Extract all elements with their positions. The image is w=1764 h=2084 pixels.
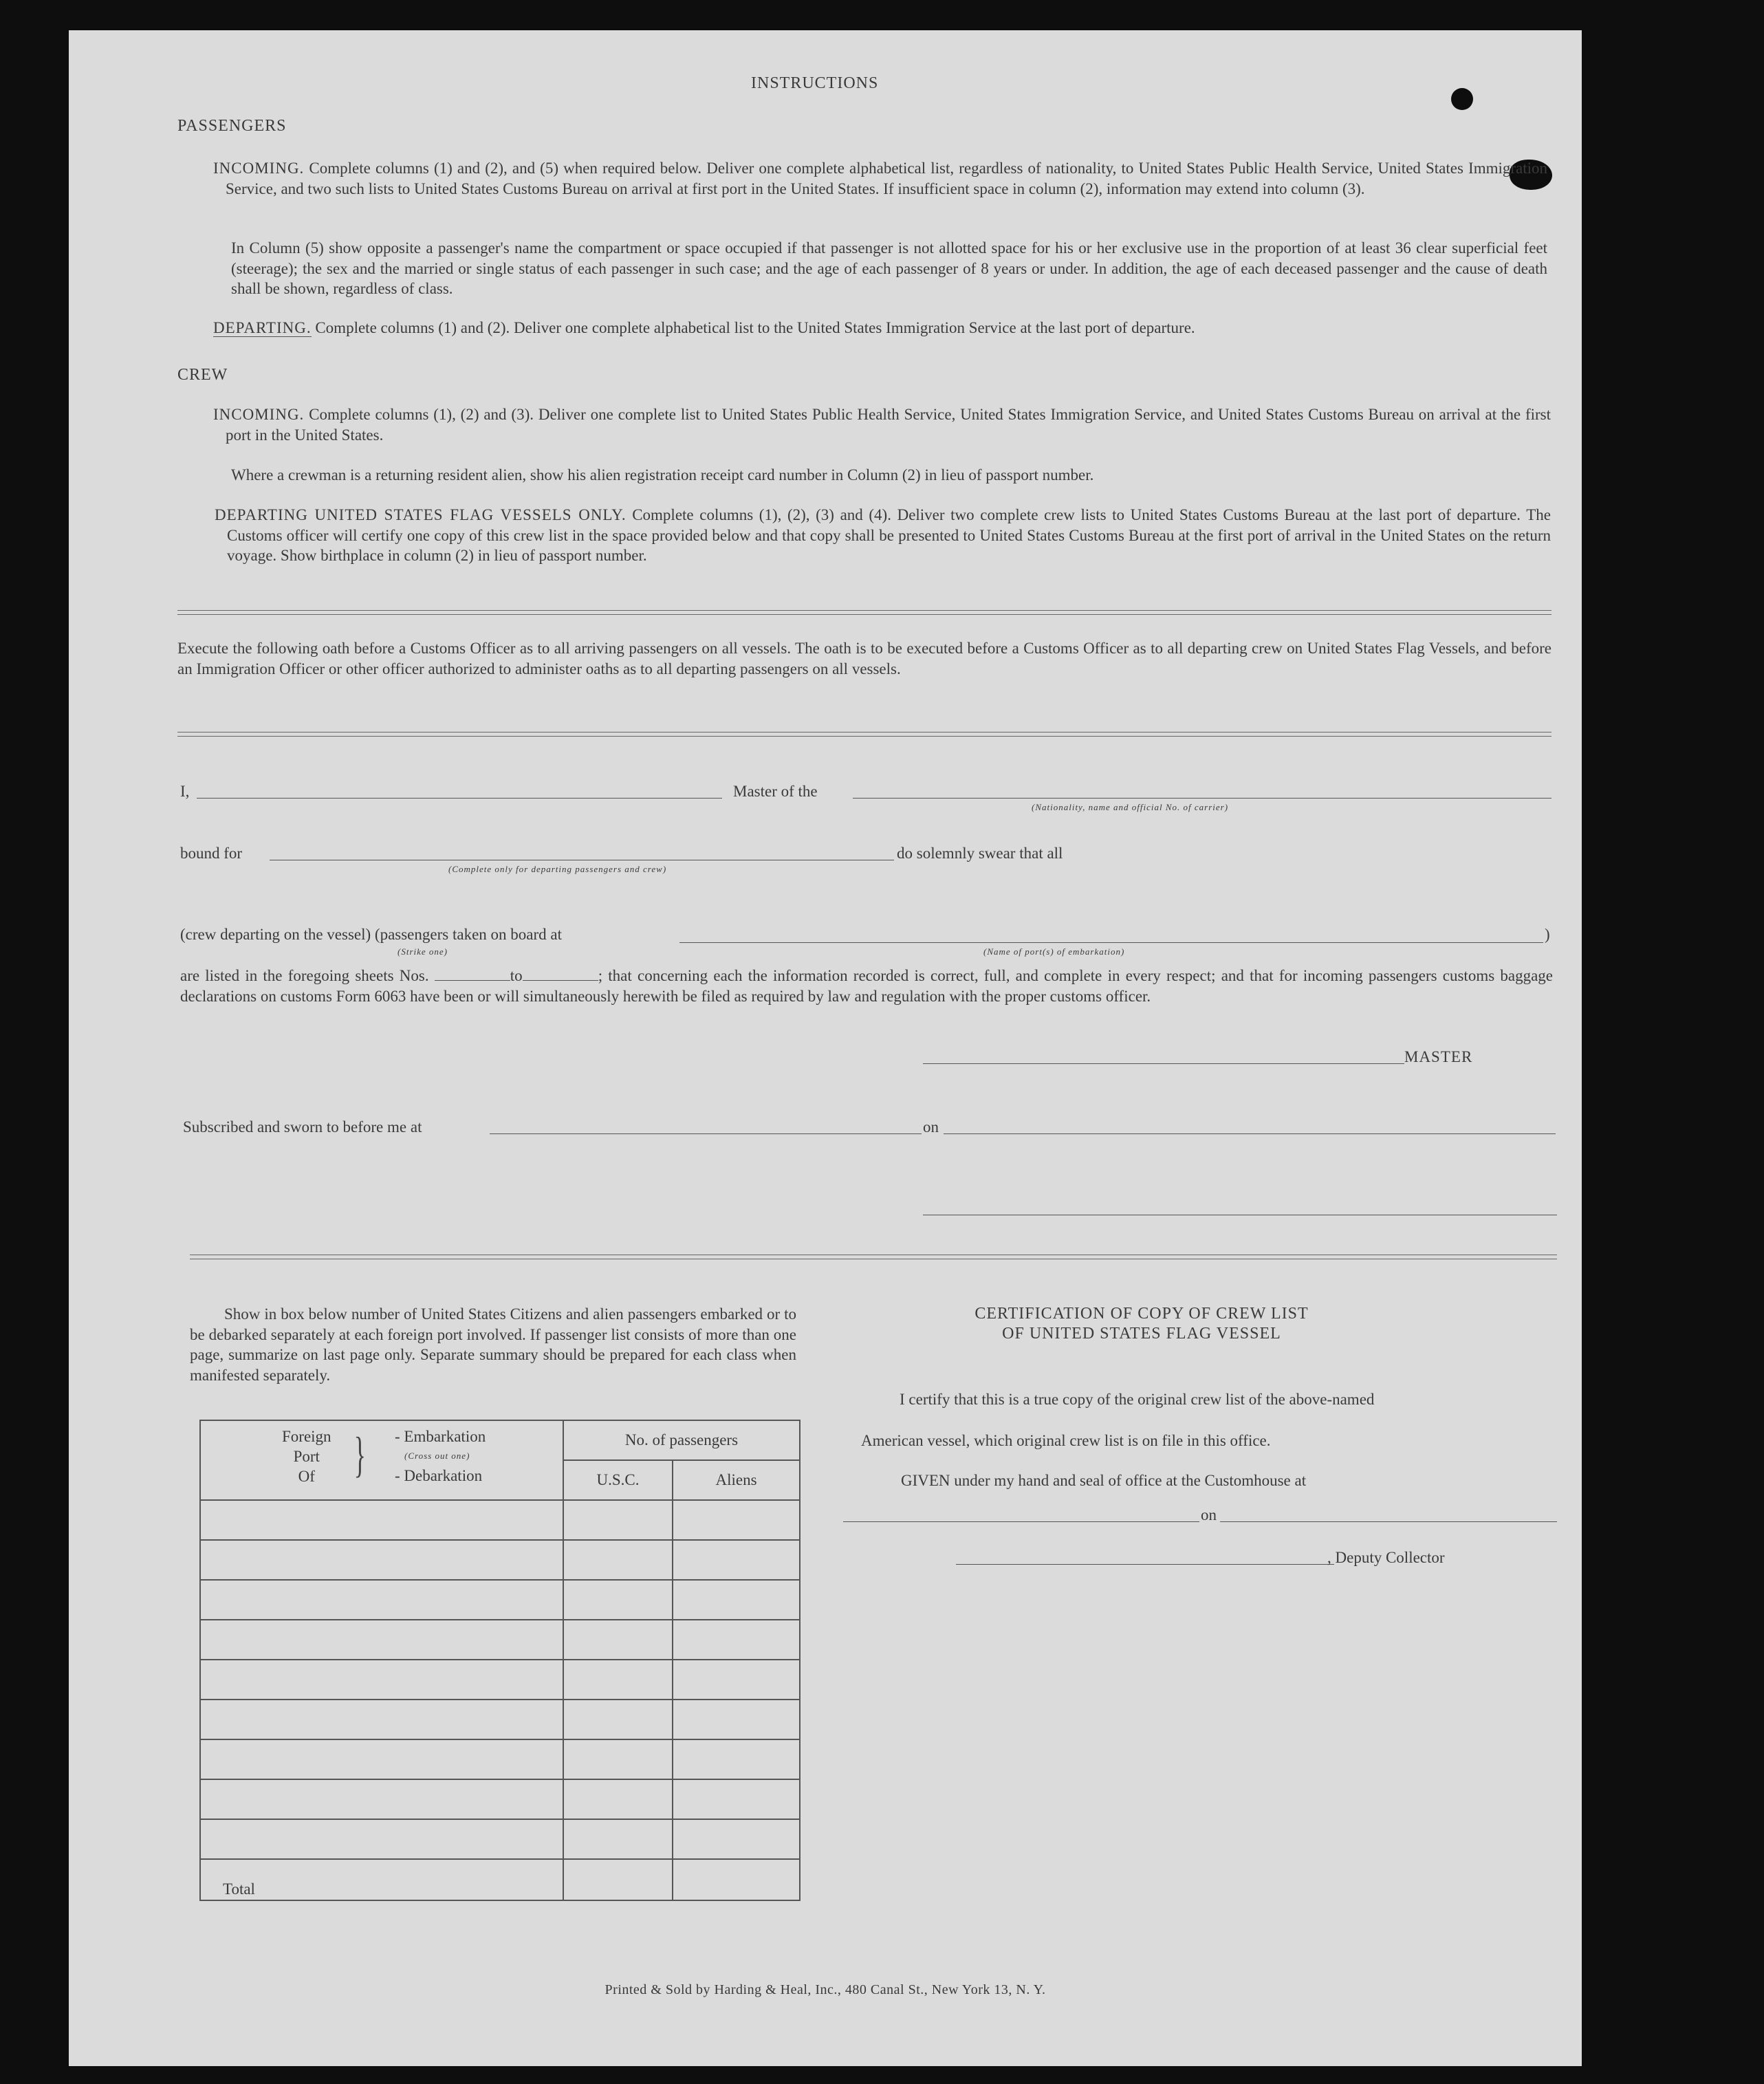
table-row xyxy=(200,1700,800,1739)
port-cell[interactable] xyxy=(200,1620,563,1660)
usc-total-cell[interactable] xyxy=(563,1859,673,1900)
port-cell[interactable] xyxy=(200,1819,563,1859)
port-cell[interactable] xyxy=(200,1580,563,1620)
passengers-incoming-paragraph xyxy=(213,158,1547,199)
crew-departing-text: Complete columns (1), (2), (3) and (4). Deliver two complete crew lists to United States Customs Bureau at the last port of departure. The Customs officer will certify one copy of this crew list in the space provided below and that copy shall be presented to United States Customs Bureau at the first port of arrival in the United States on the return voyage. Show birthplace in column (2) in lieu of passport number. xyxy=(227,506,1551,564)
certification-title-line1: CERTIFICATION OF COPY OF CREW LIST xyxy=(974,1305,1309,1323)
aliens-cell[interactable] xyxy=(673,1739,800,1779)
master-label: MASTER xyxy=(1404,1048,1473,1065)
subscribed-place-field[interactable] xyxy=(490,1133,922,1134)
punch-hole-top xyxy=(1451,88,1473,110)
usc-cell[interactable] xyxy=(563,1779,673,1819)
total-row xyxy=(200,1859,800,1900)
passengers-column5-paragraph: In Column (5) show opposite a passenger's name the compartment or space occupied if that passenger is not allotted space for his or her exclusive use in the proportion of at least 36 clear superficial feet (steerage); the sex and the married or single status of each passenger in such case; and the age of each passenger of 8 years or under. In addition, the age of each deceased passenger and the cause of death shall be shown, regardless of class. xyxy=(231,239,1547,297)
master-signature-field[interactable] xyxy=(923,1063,1404,1064)
instructions-heading: INSTRUCTIONS xyxy=(751,74,879,92)
oath-carrier-field[interactable] xyxy=(853,798,1551,799)
table-row xyxy=(200,1779,800,1819)
aliens-cell[interactable] xyxy=(673,1500,800,1540)
oath-listed-text-a: are listed in the foregoing sheets Nos. xyxy=(180,967,429,984)
table-row xyxy=(200,1739,800,1779)
certification-title xyxy=(894,1304,1389,1344)
certification-on-label: on xyxy=(1201,1506,1217,1523)
section-divider-3 xyxy=(190,1255,1557,1259)
foreign-port-header xyxy=(200,1420,563,1500)
port-cell[interactable] xyxy=(200,1739,563,1779)
table-row xyxy=(200,1540,800,1580)
oath-name-field[interactable] xyxy=(197,798,722,799)
crew-incoming-label: INCOMING. xyxy=(213,406,305,423)
usc-cell[interactable] xyxy=(563,1620,673,1660)
aliens-cell[interactable] xyxy=(673,1580,800,1620)
oath-bound-caption: (Complete only for departing passengers and crew) xyxy=(448,864,667,874)
oath-listed-paragraph xyxy=(180,966,1553,1006)
aliens-cell[interactable] xyxy=(673,1779,800,1819)
aliens-cell[interactable] xyxy=(673,1819,800,1859)
oath-swear-text: do solemnly swear that all xyxy=(897,845,1063,862)
oath-sheet-from-field[interactable] xyxy=(435,966,510,981)
oath-intro-paragraph: Execute the following oath before a Customs Officer as to all arriving passengers on all vessels. The oath is to be executed before a Customs Officer as to all departing crew on United States Flag Vessels, and before an Immigration Officer or other officer authorized to administer oaths as to all departing passengers on all vessels. xyxy=(177,640,1551,677)
usc-cell[interactable] xyxy=(563,1819,673,1859)
passengers-heading: PASSENGERS xyxy=(177,117,287,135)
oath-sheet-to-field[interactable] xyxy=(523,966,598,981)
table-row xyxy=(200,1660,800,1700)
section-divider-2 xyxy=(177,732,1551,737)
certification-title-line2: OF UNITED STATES FLAG VESSEL xyxy=(1002,1325,1281,1343)
certify-line1: I certify that this is a true copy of the original crew list of the above-named xyxy=(900,1391,1375,1408)
port-cell[interactable] xyxy=(200,1660,563,1700)
oath-carrier-caption: (Nationality, name and official No. of carrier) xyxy=(1032,802,1229,812)
oath-close-paren: ) xyxy=(1545,926,1550,943)
subscribed-label: Subscribed and sworn to before me at xyxy=(183,1118,422,1136)
passengers-incoming-text: Complete columns (1) and (2), and (5) when required below. Deliver one complete alphabetical list, regardless of nationality, to United States Public Health Service, United States Immigration Service, and two such lists to United States Customs Bureau on arrival at first port in the United States. If insufficient space in column (2), information may extend into column (3). xyxy=(226,160,1548,197)
port-cell[interactable] xyxy=(200,1700,563,1739)
col-port: Port xyxy=(293,1448,320,1465)
oath-bound-for-label: bound for xyxy=(180,845,243,862)
aliens-cell[interactable] xyxy=(673,1620,800,1660)
total-label: Total xyxy=(200,1859,563,1900)
crew-departing-label: DEPARTING UNITED STATES FLAG VESSELS ONLY. xyxy=(215,506,627,523)
subscribed-on-label: on xyxy=(923,1118,939,1136)
embarkation-label: - Embarkation xyxy=(395,1428,486,1445)
oath-port-caption: (Name of port(s) of embarkation) xyxy=(983,946,1125,957)
table-row xyxy=(200,1819,800,1859)
port-cell[interactable] xyxy=(200,1540,563,1580)
oath-master-of-label: Master of the xyxy=(733,783,818,800)
oath-strike-caption: (Strike one) xyxy=(398,946,448,957)
certify-line2: American vessel, which original crew list is on file in this office. xyxy=(861,1432,1271,1449)
passengers-departing-label: DEPARTING. xyxy=(213,319,312,336)
no-passengers-header: No. of passengers xyxy=(563,1420,800,1460)
deputy-collector-label: , Deputy Collector xyxy=(1327,1549,1445,1566)
debarkation-label: - Debarkation xyxy=(395,1467,483,1484)
crew-heading: CREW xyxy=(177,366,228,384)
aliens-cell[interactable] xyxy=(673,1660,800,1700)
form-sheet xyxy=(69,30,1582,2066)
crew-resident-paragraph: Where a crewman is a returning resident alien, show his alien registration receipt card number in Column (2) in lieu of passport number. xyxy=(231,466,1094,484)
oath-port-embarkation-field[interactable] xyxy=(679,942,1543,943)
usc-header: U.S.C. xyxy=(563,1460,673,1500)
aliens-header: Aliens xyxy=(673,1460,800,1500)
passengers-departing-text: Complete columns (1) and (2). Deliver one complete alphabetical list to the United States Immigration Service at the last port of departure. xyxy=(315,319,1195,336)
port-cell[interactable] xyxy=(200,1779,563,1819)
summary-instructions: Show in box below number of United States Citizens and alien passengers embarked or to be debarked separately at each foreign port involved. If passenger list consists of more than one page, summarize on last page only. Separate summary should be prepared for each class when manifested separately. xyxy=(190,1305,796,1384)
table-row xyxy=(200,1620,800,1660)
certification-date-field[interactable] xyxy=(1220,1521,1557,1522)
passengers-departing-paragraph xyxy=(213,318,1547,338)
col-of: Of xyxy=(298,1468,315,1485)
port-cell[interactable] xyxy=(200,1500,563,1540)
cross-out-caption: (Cross out one) xyxy=(404,1451,470,1461)
crew-incoming-paragraph xyxy=(213,404,1551,445)
usc-cell[interactable] xyxy=(563,1580,673,1620)
given-line: GIVEN under my hand and seal of office at the Customhouse at xyxy=(901,1472,1307,1489)
usc-cell[interactable] xyxy=(563,1500,673,1540)
oath-listed-to: to xyxy=(510,967,523,984)
passenger-summary-table xyxy=(199,1420,801,1901)
aliens-cell[interactable] xyxy=(673,1540,800,1580)
section-divider-1 xyxy=(177,610,1551,615)
passengers-incoming-label: INCOMING. xyxy=(213,160,305,177)
oath-listed-text-b: ; that concerning each the information recorded is correct, full, and complete in every respect; and that for incoming passengers customs baggage declarations on customs Form 6063 have been or will simultaneously herewith be filed as required by law and regulation with the proper customs officer. xyxy=(180,967,1553,1005)
crew-departing-paragraph xyxy=(215,505,1551,566)
brace-icon: } xyxy=(353,1427,366,1482)
usc-cell[interactable] xyxy=(563,1660,673,1700)
table-row xyxy=(200,1580,800,1620)
crew-incoming-text: Complete columns (1), (2) and (3). Deliver one complete list to United States Public Health Service, United States Immigration Service, and United States Customs Bureau on arrival at the first port in the United States. xyxy=(226,406,1551,444)
usc-cell[interactable] xyxy=(563,1739,673,1779)
aliens-total-cell[interactable] xyxy=(673,1859,800,1900)
subscribed-date-field[interactable] xyxy=(944,1133,1556,1134)
table-row xyxy=(200,1500,800,1540)
footer-printer: Printed & Sold by Harding & Heal, Inc., 480 Canal St., New York 13, N. Y. xyxy=(605,1982,1046,1997)
deputy-signature-field[interactable] xyxy=(956,1564,1334,1565)
aliens-cell[interactable] xyxy=(673,1700,800,1739)
usc-cell[interactable] xyxy=(563,1700,673,1739)
oath-i-label: I, xyxy=(180,783,190,800)
usc-cell[interactable] xyxy=(563,1540,673,1580)
col-foreign: Foreign xyxy=(282,1428,331,1445)
oath-crew-departing-text: (crew departing on the vessel) (passengers taken on board at xyxy=(180,926,562,943)
customhouse-field[interactable] xyxy=(843,1521,1199,1522)
